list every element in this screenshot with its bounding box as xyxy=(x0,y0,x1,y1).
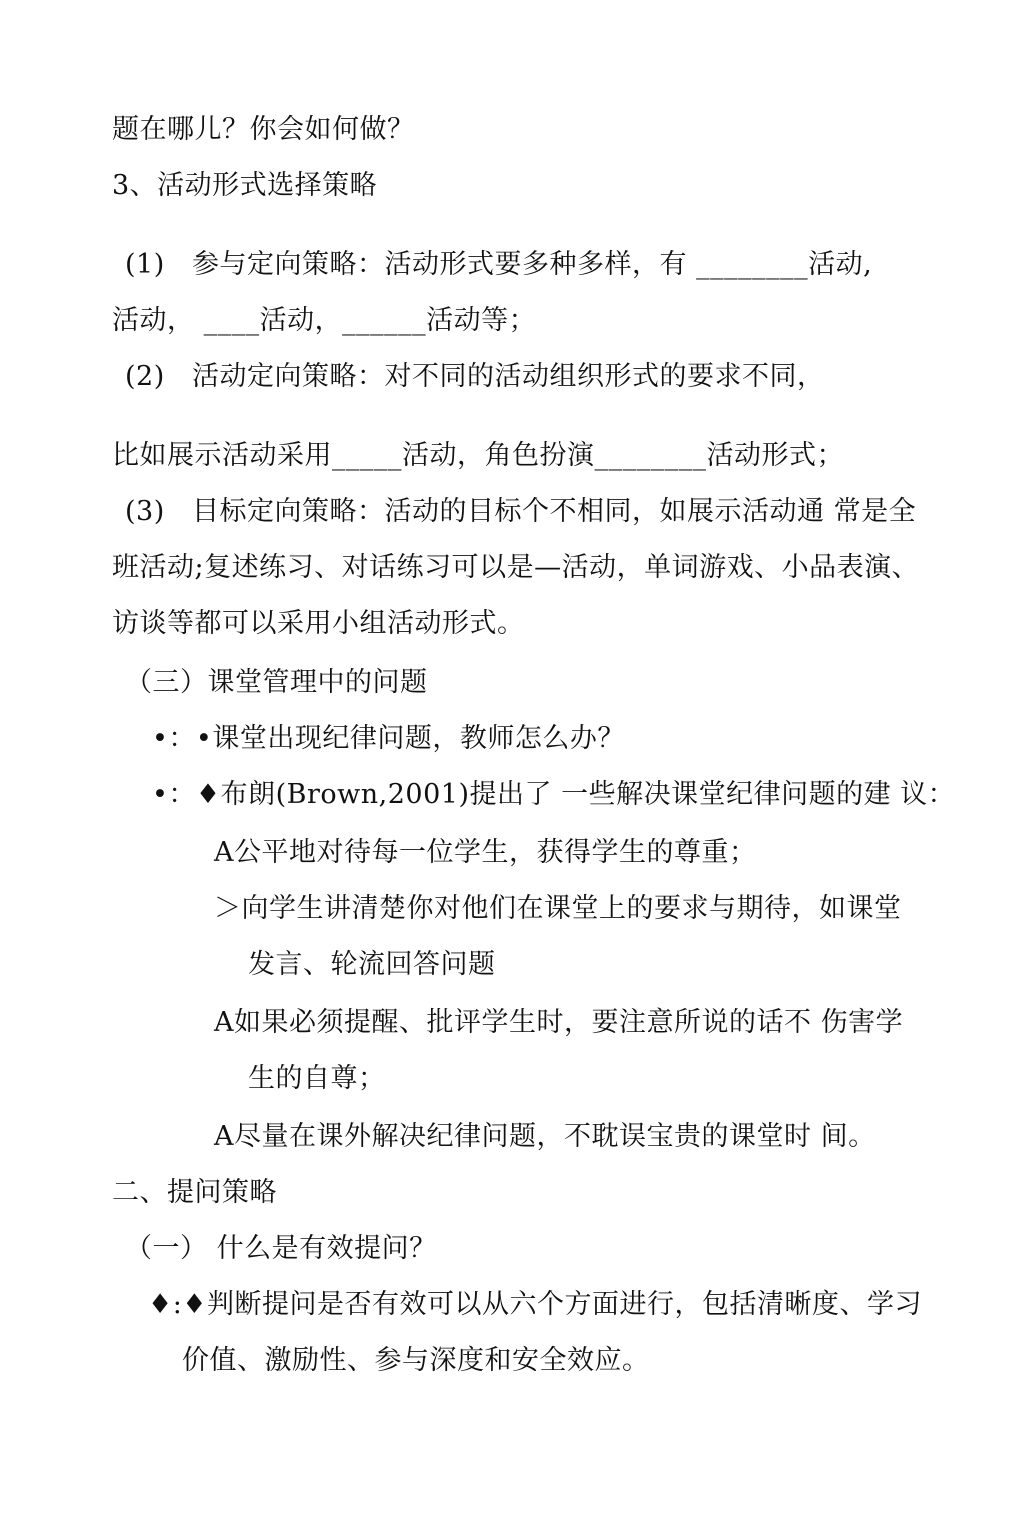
list-item-criticism: A如果必须提醒、批评学生时，要注意所说的话不 伤害学 xyxy=(214,1007,904,1038)
list-item-outside-class: A尽量在课外解决纪律问题，不耽误宝贵的课堂时 间。 xyxy=(214,1121,876,1152)
text-line-display-activity: 比如展示活动采用_____活动，角色扮演________活动形式； xyxy=(112,440,844,471)
section-heading-questioning: 二、提问策略 xyxy=(112,1177,277,1208)
text-line-goal-strategy: (3) 目标定向策略：活动的目标个不相同，如展示活动通 常是全 xyxy=(125,496,917,527)
list-item-criticism-continued: 生的自尊； xyxy=(248,1063,386,1094)
subheading-effective-questions: （一） 什么是有效提问？ xyxy=(125,1233,437,1264)
text-line-1: 题在哪儿？你会如何做？ xyxy=(112,114,415,145)
bullet-brown-suggestions: •：♦布朗(Brown,2001)提出了 一些解决课堂纪律问题的建 议： xyxy=(152,779,956,810)
text-line-activity-blanks: 活动， ____活动，______活动等； xyxy=(112,305,537,336)
section-heading-classroom-management: （三）课堂管理中的问题 xyxy=(125,667,428,698)
bullet-discipline-question: •：•课堂出现纪律问题，教师怎么办？ xyxy=(152,723,625,754)
text-line-activity-orientation: (2) 活动定向策略：对不同的活动组织形式的要求不同， xyxy=(125,361,825,392)
list-item-expectations: ＞向学生讲清楚你对他们在课堂上的要求与期待，如课堂 xyxy=(214,893,902,924)
text-line-group-activity: 访谈等都可以采用小组活动形式。 xyxy=(112,608,525,639)
list-item-fairness: A公平地对待每一位学生，获得学生的尊重； xyxy=(214,837,757,868)
bullet-six-aspects: ♦:♦判断提问是否有效可以从六个方面进行，包括清晰度、学习 xyxy=(148,1289,923,1320)
text-line-participation-strategy: (1) 参与定向策略：活动形式要多种多样，有 ________活动, xyxy=(125,249,873,280)
text-line-class-activity: 班活动;复述练习、对话练习可以是—活动，单词游戏、小品表演、 xyxy=(112,552,920,583)
section-heading-activity-strategy: 3、活动形式选择策略 xyxy=(112,170,378,201)
bullet-six-aspects-continued: 价值、激励性、参与深度和安全效应。 xyxy=(182,1345,650,1376)
list-item-expectations-continued: 发言、轮流回答问题 xyxy=(248,949,496,980)
